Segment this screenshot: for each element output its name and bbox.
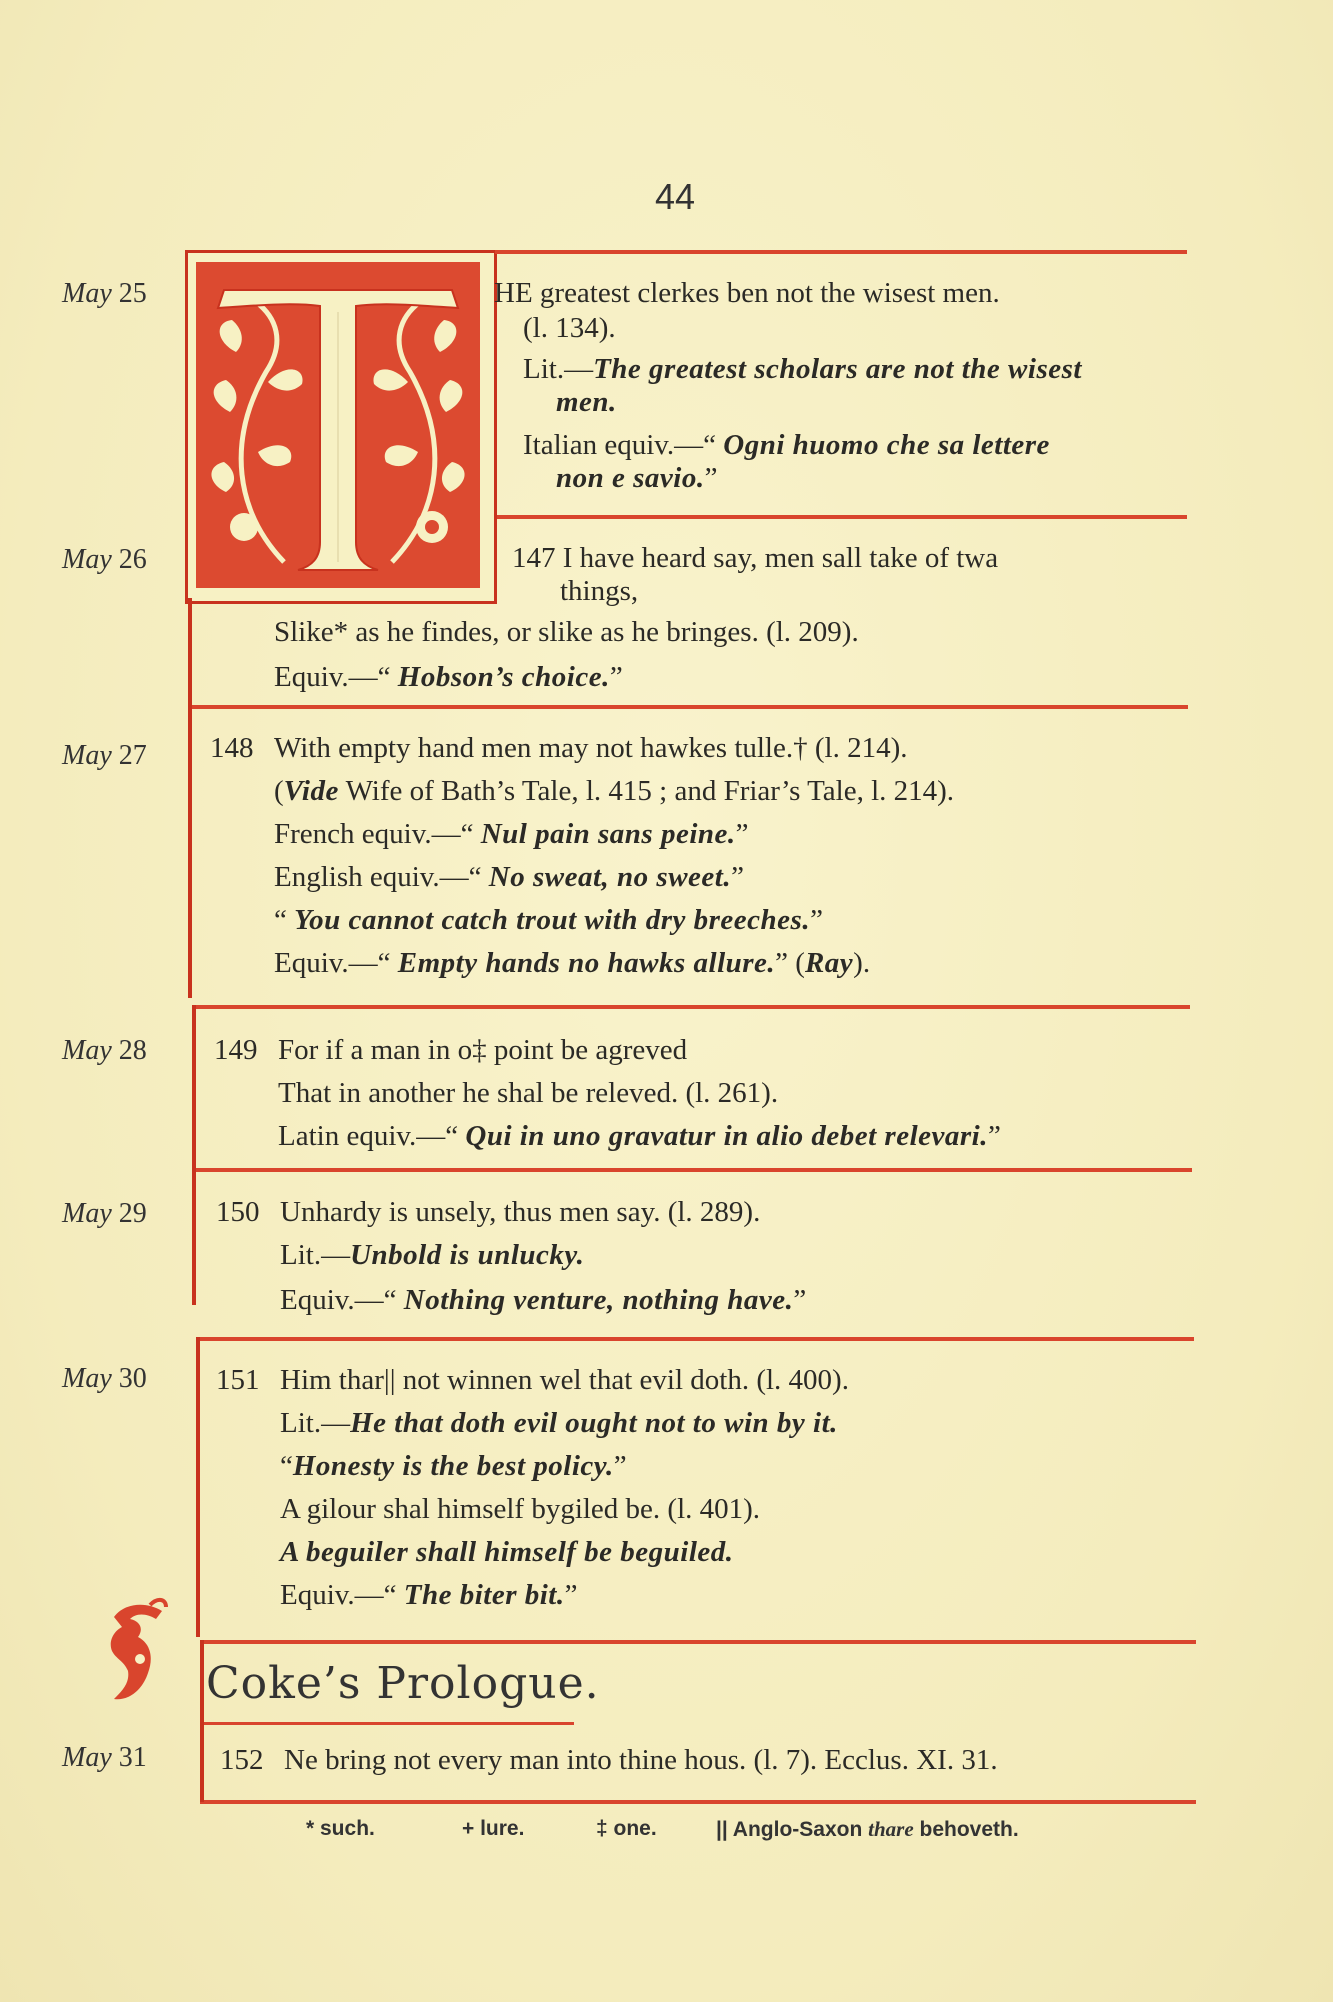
entry-151-line5: A beguiler shall himself be beguiled. bbox=[280, 1536, 734, 1568]
entry-147-cont bbox=[274, 612, 859, 698]
entry-150-lit: Lit.—Unbold is unlucky. bbox=[280, 1239, 585, 1271]
entry-151-line4: A gilour shal himself bygiled be. (l. 401). bbox=[280, 1493, 761, 1525]
entry-151 bbox=[216, 1360, 849, 1616]
entry-151-honesty: “Honesty is the best policy.” bbox=[280, 1450, 627, 1482]
section-heading: Coke’s Prologue. bbox=[206, 1658, 600, 1709]
entry-147-line3: Slike* as he findes, or slike as he bringes. (l. 209). bbox=[274, 616, 859, 648]
vrule-3 bbox=[196, 1337, 200, 1637]
entry-147-line1: 147 I have heard say, men sall take of twa bbox=[512, 542, 999, 574]
entry-147-equiv: Equiv.—“ Hobson’s choice.” bbox=[274, 661, 623, 693]
entry-148-line2: (Vide Wife of Bath’s Tale, l. 415 ; and Friar’s Tale, l. 214). bbox=[274, 775, 955, 807]
entry-147 bbox=[512, 538, 998, 612]
illuminated-initial-t bbox=[196, 262, 480, 588]
date-may-25: May 25 bbox=[62, 278, 147, 309]
entry-151-equiv: Equiv.—“ The biter bit.” bbox=[280, 1579, 578, 1611]
entry-151-line1: 151 Him thar|| not winnen wel that evil doth. (l. 400). bbox=[216, 1364, 849, 1396]
entry-150-equiv: Equiv.—“ Nothing venture, nothing have.” bbox=[280, 1284, 807, 1316]
rule-heading-underline bbox=[204, 1722, 574, 1725]
rule-147-148 bbox=[190, 705, 1188, 709]
footnote-one: ‡ one. bbox=[596, 1817, 657, 1840]
rule-151-heading bbox=[200, 1640, 1196, 1644]
rule-146-147 bbox=[497, 515, 1187, 519]
date-may-31: May 31 bbox=[62, 1742, 147, 1773]
entry-148-trout: “ You cannot catch trout with dry breeches.” bbox=[274, 904, 823, 936]
entry-146-lit: Lit.—The greatest scholars are not the wisest bbox=[523, 353, 1082, 385]
entry-149-line1: 149 For if a man in o‡ point be agreved bbox=[214, 1034, 688, 1066]
entry-146 bbox=[494, 273, 1082, 499]
entry-146-italian-cont: non e savio.” bbox=[556, 462, 718, 494]
footnote-such: * such. bbox=[306, 1817, 375, 1840]
rule-148-149 bbox=[192, 1005, 1190, 1009]
entry-149-latin: Latin equiv.—“ Qui in uno gravatur in alio debet relevari.” bbox=[278, 1120, 1001, 1152]
page-number: 44 bbox=[655, 176, 696, 217]
entry-149 bbox=[214, 1030, 1001, 1157]
date-may-30: May 30 bbox=[62, 1363, 147, 1394]
entry-148-equiv: Equiv.—“ Empty hands no hawks allure.” (Ray). bbox=[274, 947, 871, 979]
footnote-anglo-saxon: || Anglo-Saxon thare behoveth. bbox=[716, 1817, 1019, 1841]
entry-151-lit: Lit.—He that doth evil ought not to win by it. bbox=[280, 1407, 838, 1439]
entry-152-line1: 152 Ne bring not every man into thine hous. (l. 7). Ecclus. XI. 31. bbox=[220, 1744, 998, 1776]
date-may-27: May 27 bbox=[62, 740, 147, 771]
date-may-29: May 29 bbox=[62, 1198, 147, 1229]
entry-146-lit-cont: men. bbox=[556, 386, 617, 418]
entry-146-line1: HE greatest clerkes ben not the wisest men. bbox=[494, 277, 1000, 309]
entry-148-english: English equiv.—“ No sweat, no sweet.” bbox=[274, 861, 744, 893]
rule-150-151 bbox=[196, 1337, 1194, 1341]
vrule-2 bbox=[192, 1005, 196, 1305]
entry-150-line1: 150 Unhardy is unsely, thus men say. (l. 289). bbox=[216, 1196, 761, 1228]
rule-149-150 bbox=[194, 1168, 1192, 1172]
vrule-1 bbox=[188, 598, 192, 998]
ornament-flourish-icon bbox=[100, 1595, 170, 1710]
entry-148-french: French equiv.—“ Nul pain sans peine.” bbox=[274, 818, 749, 850]
footnote-lure: + lure. bbox=[462, 1817, 525, 1840]
date-may-26: May 26 bbox=[62, 544, 147, 575]
date-may-28: May 28 bbox=[62, 1035, 147, 1066]
entry-152 bbox=[220, 1740, 998, 1781]
rule-top bbox=[495, 250, 1187, 254]
vrule-4 bbox=[200, 1640, 204, 1802]
entry-148 bbox=[210, 728, 954, 984]
entry-149-line2: That in another he shal be releved. (l. 261). bbox=[278, 1077, 779, 1109]
entry-150 bbox=[216, 1192, 806, 1321]
entry-146-line2: (l. 134). bbox=[523, 312, 616, 344]
entry-147-line2: things, bbox=[560, 575, 639, 607]
entry-148-line1: 148 With empty hand men may not hawkes tulle.† (l. 214). bbox=[210, 732, 908, 764]
rule-bottom bbox=[200, 1800, 1196, 1804]
entry-146-italian: Italian equiv.—“ Ogni huomo che sa lettere bbox=[523, 429, 1050, 461]
